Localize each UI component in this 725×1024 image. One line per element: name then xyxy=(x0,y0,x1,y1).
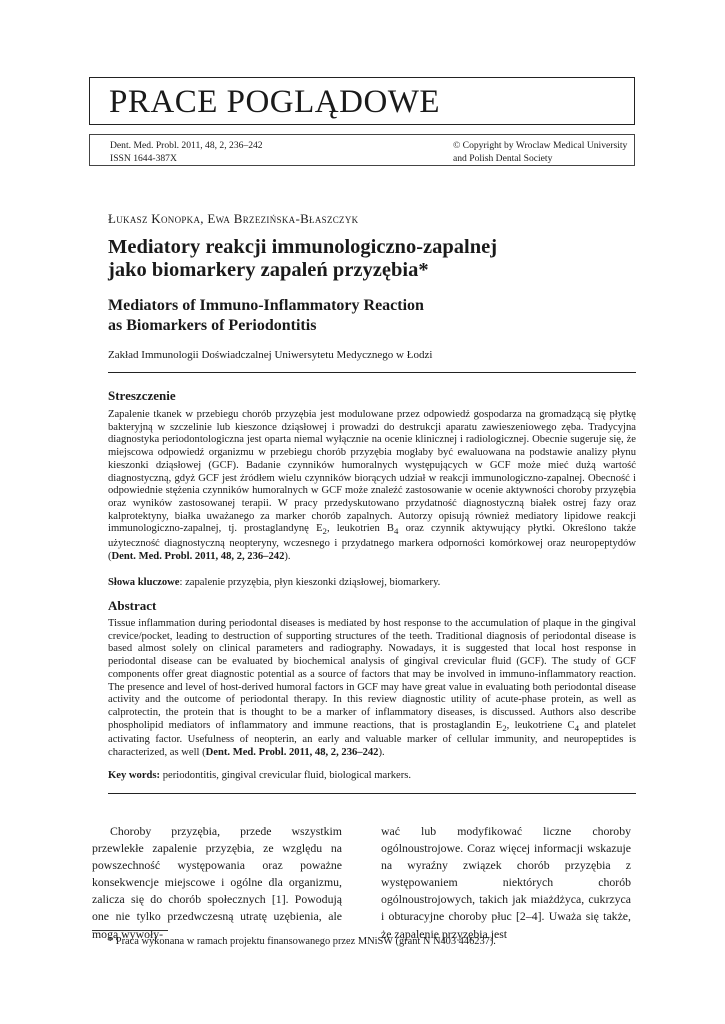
streszczenie-end: ). xyxy=(284,550,291,562)
section-title: PRACE POGLĄDOWE xyxy=(109,84,441,120)
copyright-line-2: and Polish Dental Society xyxy=(453,153,553,164)
divider-top xyxy=(108,372,636,373)
title-english-line-1: Mediators of Immuno-Inflammatory Reaction xyxy=(108,297,424,314)
streszczenie-text-3: oraz czynnik aktywujący płytki. Określono także użyteczność diagnostyczną neopteryny, wczesnego i przydatnego markera odporności komórkowej oraz neuropeptydów ( xyxy=(108,523,636,562)
keywords-pl-text: : zapalenie przyzębia, płyn kieszonki dziąsłowej, biomarkery. xyxy=(179,577,441,588)
subscript: 4 xyxy=(394,526,399,537)
subscript: 2 xyxy=(502,722,507,733)
copyright-info xyxy=(453,139,627,165)
keywords-en xyxy=(108,770,636,783)
section-header-box xyxy=(89,77,635,125)
title-english xyxy=(108,296,588,336)
streszczenie-heading: Streszczenie xyxy=(108,388,176,403)
body-column-left: Choroby przyzębia, przede wszystkim przewlekłe zapalenie przyzębia, ze względu na powszechność występowania oraz poważne konsekwencje miejscowe i ogólne dla organizmu, zalicza się do chorób społecznych [1]. Powodują one nie tylko przedwczesną utratę uzębienia, ale mogą wywoły- xyxy=(92,824,342,941)
streszczenie-body xyxy=(108,409,636,564)
streszczenie-text-2: , leukotrien B xyxy=(326,523,395,535)
body-column-right: wać lub modyfikować liczne choroby ogólnoustrojowe. Coraz więcej informacji wskazuje na wyraźny związek chorób przyzębia z występowaniem niektórych chorób ogólnoustrojowych, takich jak miażdżyca, cukrzyca i obturacyjne choroby płuc [2–4]. Uważa się także, że zapalenie przyzębia jest xyxy=(381,824,631,941)
keywords-en-label: Key words: xyxy=(108,770,161,781)
authors: Łukasz Konopka, Ewa Brzezińska-Błaszczyk xyxy=(108,211,359,226)
citation-info xyxy=(110,139,263,165)
footnote-divider xyxy=(92,930,168,931)
citation-box xyxy=(89,134,635,166)
title-polish xyxy=(108,236,588,282)
abstract-text-2: , leukotriene C xyxy=(506,719,575,731)
abstract-body xyxy=(108,618,636,760)
title-polish-line-2: jako biomarkery zapaleń przyzębia* xyxy=(108,259,429,281)
keywords-en-text: periodontitis, gingival crevicular fluid, biological markers. xyxy=(160,770,412,781)
citation-line: Dent. Med. Probl. 2011, 48, 2, 236–242 xyxy=(110,140,263,151)
streszczenie-text-1: Zapalenie tkanek w przebiegu chorób przyzębia jest modulowane przez odpowiedź gospodarza na gromadzącą się płytkę bakteryjną w szczelinie lub kieszonce dziąsłowej i prowadzi do destrukcji aparatu zawieszeniowego zęba. Tradycyjna diagnostyka periodontologiczna jest oparta niemal wyłącznie na ocenie klinicznej i radiologicznej. Obecnie sugeruje się, że miejscowa odpowiedź organizmu w przebiegu chorób przyzębia mogłaby być ewaluowana na podstawie analizy płynu kieszonki dziąsłowej (GCF). Badanie czynników humoralnych występujących w GCF może mieć dużą wartość diagnostyczną, gdyż GCF jest źródłem wielu czynników biorących udział w reakcji immunologiczno-zapalnej. Obecność i odpowiednie stężenia czynników humoralnych w GCF może znaleźć zastosowanie w ocenie aktywności choroby przyzębia oraz wyników zastosowanej terapii. W pracy przedyskutowano przydatność diagnostyczną białek ostrej fazy oraz kalprotektyny, białka uważanego za marker chorób zapalnych. Autorzy opisują również mediatory lipidowe reakcji immunologiczno-zapalnej, tj. prostaglandynę E xyxy=(108,409,636,535)
copyright-line-1: © Copyright by Wroclaw Medical University xyxy=(453,140,628,151)
affiliation: Zakład Immunologii Doświadczalnej Uniwersytetu Medycznego w Łodzi xyxy=(108,349,433,361)
title-english-line-2: as Biomarkers of Periodontitis xyxy=(108,317,317,334)
keywords-pl xyxy=(108,577,636,590)
subscript: 4 xyxy=(574,722,579,733)
abstract-heading: Abstract xyxy=(108,598,157,613)
abstract-end: ). xyxy=(378,747,385,759)
footnote: * Praca wykonana w ramach projektu finansowanego przez MNiSW (grant N N403 446237). xyxy=(108,936,496,947)
title-polish-line-1: Mediatory reakcji immunologiczno-zapalnej xyxy=(108,236,498,258)
issn-line: ISSN 1644-387X xyxy=(110,153,177,164)
abstract-text-1: Tissue inflammation during periodontal diseases is mediated by host response to the accumulation of plaque in the gingival crevice/pocket, leading to destruction of supporting structures of the teeth. Traditional diagnosis of periodontal disease is based almost solely on clinical parameters and radiography. Nowadays, it is suggested that local host response in periodontal disease can be evaluated by biochemical analysis of gingival crevicular fluid (GCF). The study of GCF components offer great diagnostic potential as a source of factors that may be involved in immuno-inflammatory reaction. The presence and level of host-derived humoral factors in GCF may have great value in evaluating both periodontal disease activity and the outcome of periodontal therapy. In this review diagnostic utility of acute-phase protein, as well as calprotectin, the protein that is thought to be a marker of inflammatory diseases, is discussed. Authors also describe phospholipid mediators of inflammatory and immune reactions, that is prostaglandin E xyxy=(108,618,636,731)
streszczenie-citation: Dent. Med. Probl. 2011, 48, 2, 236–242 xyxy=(111,550,285,562)
keywords-pl-label: Słowa kluczowe xyxy=(108,577,180,588)
abstract-text-3: and platelet activating factor. Usefulness of neopterin, an early and valuable marker of cellular immunity, and neuropeptides is characterized, as well ( xyxy=(108,719,636,759)
abstract-citation: Dent. Med. Probl. 2011, 48, 2, 236–242 xyxy=(205,747,379,759)
divider-bottom xyxy=(108,793,636,794)
subscript: 2 xyxy=(322,526,327,537)
